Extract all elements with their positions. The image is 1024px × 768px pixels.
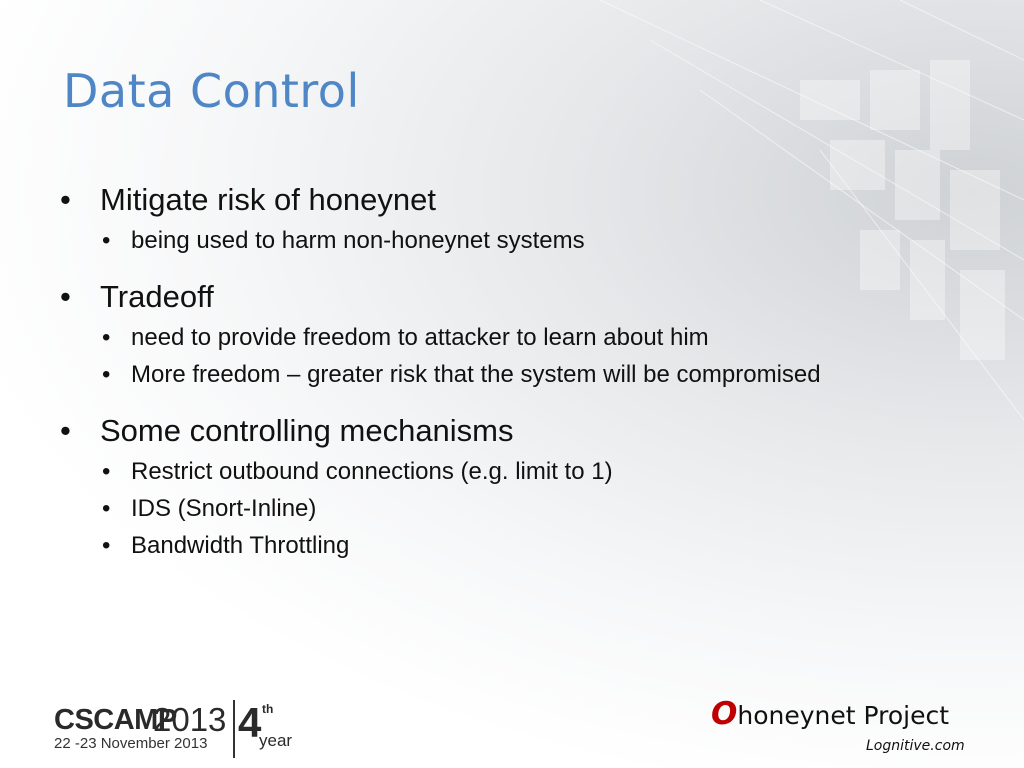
slide-body — [60, 182, 940, 560]
bullet-marker: • — [102, 324, 111, 351]
bullet-text: Some controlling mechanisms — [100, 413, 514, 448]
event-dates: 22 -23 November 2013 — [54, 735, 208, 752]
site-name: Lognitive.com — [866, 738, 965, 754]
logo-divider — [233, 700, 235, 758]
project-initial: O — [711, 696, 738, 732]
bullet-level1 — [60, 182, 940, 218]
bullet-text: being used to harm non-honeynet systems — [131, 227, 585, 254]
bullet-text: Restrict outbound connections (e.g. limit to 1) — [131, 458, 613, 485]
event-year: 2013 — [153, 701, 227, 738]
bullet-text: Mitigate risk of honeynet — [100, 182, 437, 217]
slide-title: Data Control — [63, 64, 360, 118]
bullet-marker: • — [60, 279, 71, 314]
bullet-marker: • — [60, 182, 71, 217]
bullet-marker: • — [102, 227, 111, 254]
bullet-marker: • — [102, 361, 111, 388]
edition-word: year — [259, 731, 293, 750]
bullet-level1 — [60, 413, 940, 449]
bullet-level2 — [60, 227, 940, 255]
edition-suffix: th — [262, 702, 274, 716]
bullet-text: IDS (Snort-Inline) — [131, 495, 317, 522]
edition-number: 4 — [238, 699, 262, 746]
bullet-marker: • — [102, 458, 111, 485]
bullet-level1 — [60, 279, 940, 315]
group-spacer — [60, 255, 940, 279]
bullet-level2 — [60, 324, 940, 352]
bullet-text: Tradeoff — [100, 279, 214, 314]
bullet-level2 — [60, 458, 940, 486]
project-rest: honeynet Project — [737, 701, 950, 730]
bullet-level2 — [60, 495, 940, 523]
bullet-marker: • — [60, 413, 71, 448]
bullet-level2 — [60, 361, 940, 389]
bullet-text: More freedom – greater risk that the system will be compromised — [131, 361, 821, 388]
event-name: CSCAMP — [54, 704, 177, 736]
bullet-level2 — [60, 532, 940, 560]
group-spacer — [60, 389, 940, 413]
bullet-marker: • — [102, 495, 111, 522]
bullet-text: need to provide freedom to attacker to learn about him — [131, 324, 709, 351]
project-name — [711, 696, 949, 732]
bullet-text: Bandwidth Throttling — [131, 532, 350, 559]
bullet-marker: • — [102, 532, 111, 559]
